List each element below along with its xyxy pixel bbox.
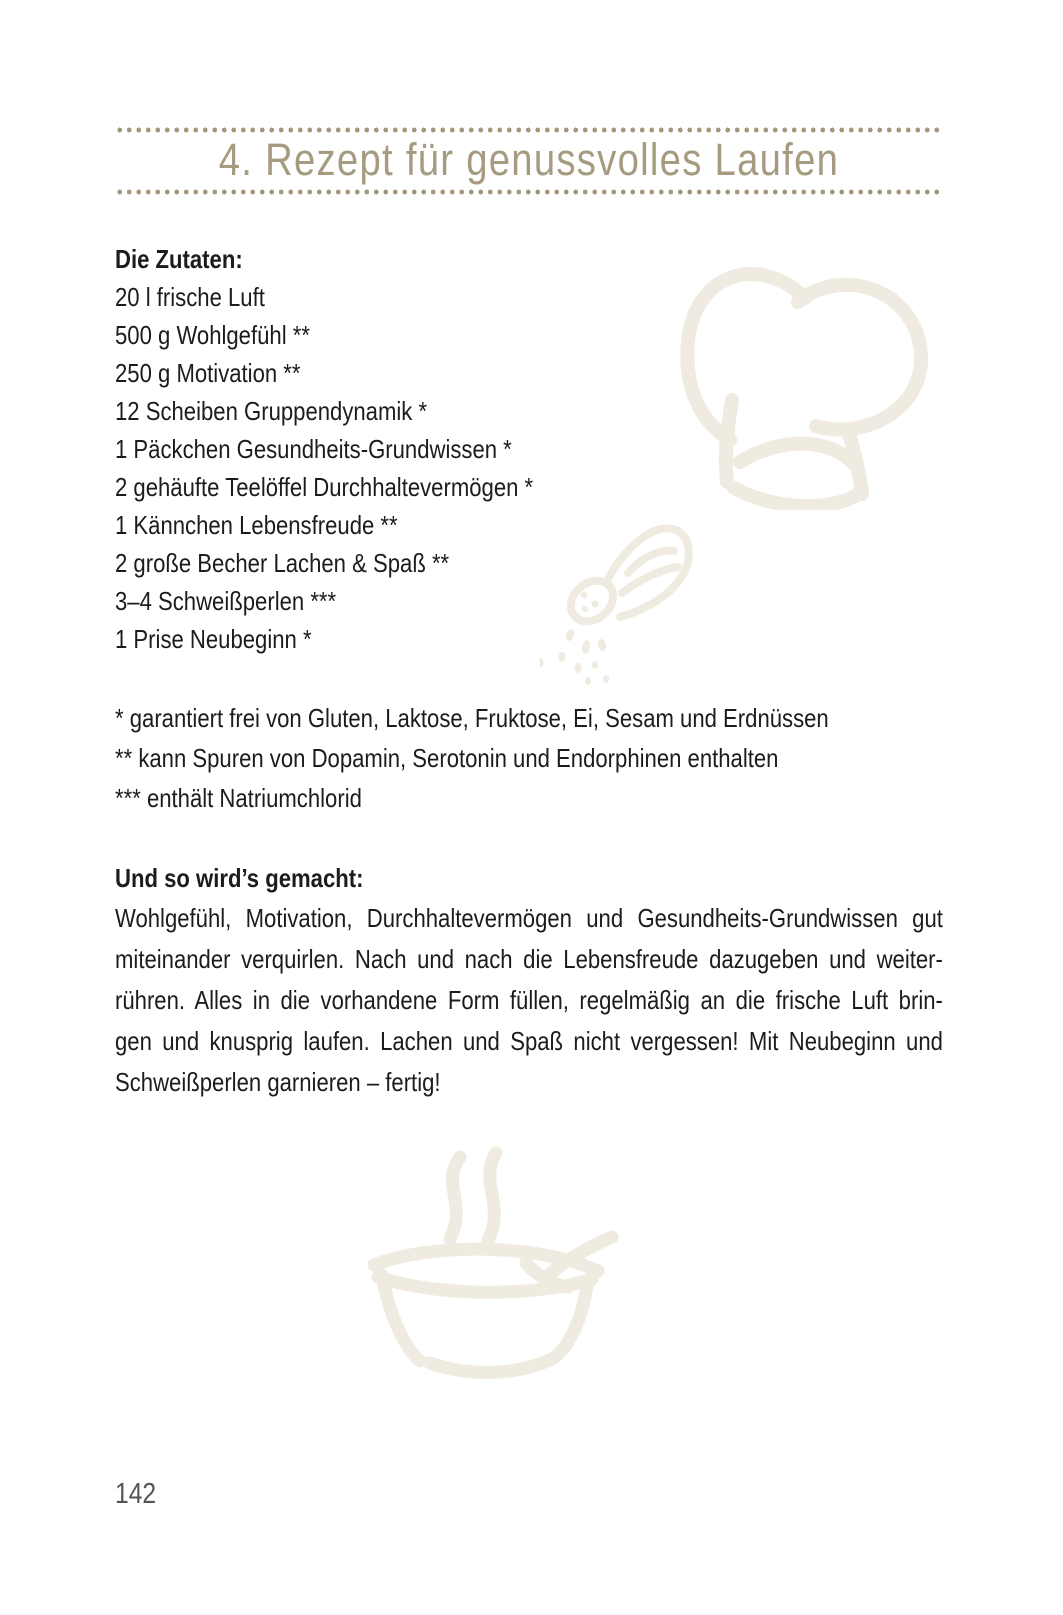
method-section [115, 858, 943, 1103]
method-line: rühren. Alles in die vorhandene Form füllen, regelmäßig an die frische Luft brin- [115, 985, 943, 1015]
ingredient-item: 1 Kännchen Lebensfreude ** [115, 510, 398, 540]
footnote: ** kann Spuren von Dopamin, Serotonin und Endorphinen enthalten [115, 743, 779, 773]
ingredient-item: 250 g Motivation ** [115, 358, 301, 388]
page-number: 142 [115, 1478, 157, 1510]
ingredient-item: 12 Scheiben Gruppendynamik * [115, 396, 428, 426]
method-line: miteinander verquirlen. Nach und nach die Lebensfreude dazugeben und weiter- [115, 944, 943, 974]
dotted-rule-top [115, 127, 943, 133]
ingredient-item: 1 Päckchen Gesundheits-Grundwissen * [115, 434, 512, 464]
ingredient-item: 3–4 Schweißperlen *** [115, 586, 337, 616]
chapter-title: 4. Rezept für genussvolles Laufen [218, 134, 840, 185]
method-heading: Und so wird’s gemacht: [115, 863, 364, 893]
ingredient-item: 2 große Becher Lachen & Spaß ** [115, 548, 450, 578]
method-line: Wohlgefühl, Motivation, Durchhaltevermögen und Gesundheits-Grundwissen gut [115, 903, 943, 933]
ingredient-item: 500 g Wohlgefühl ** [115, 320, 310, 350]
dotted-rule-bottom [115, 189, 943, 195]
ingredient-item: 1 Prise Neubeginn * [115, 624, 312, 654]
ingredient-item: 2 gehäufte Teelöffel Durchhaltevermögen * [115, 472, 534, 502]
method-paragraph [115, 898, 943, 1103]
footnotes-section [115, 698, 943, 818]
ingredient-item: 20 l frische Luft [115, 282, 265, 312]
text-column [115, 0, 943, 1615]
method-line: Schweißperlen garnieren – fertig! [115, 1067, 441, 1097]
ingredients-heading: Die Zutaten: [115, 244, 243, 274]
method-line: gen und knusprig laufen. Lachen und Spaß nicht vergessen! Mit Neubeginn und [115, 1026, 943, 1056]
footnote: *** enthält Natriumchlorid [115, 783, 362, 813]
ingredients-section [115, 240, 943, 658]
footnote: * garantiert frei von Gluten, Laktose, Fruktose, Ei, Sesam und Erdnüssen [115, 703, 829, 733]
